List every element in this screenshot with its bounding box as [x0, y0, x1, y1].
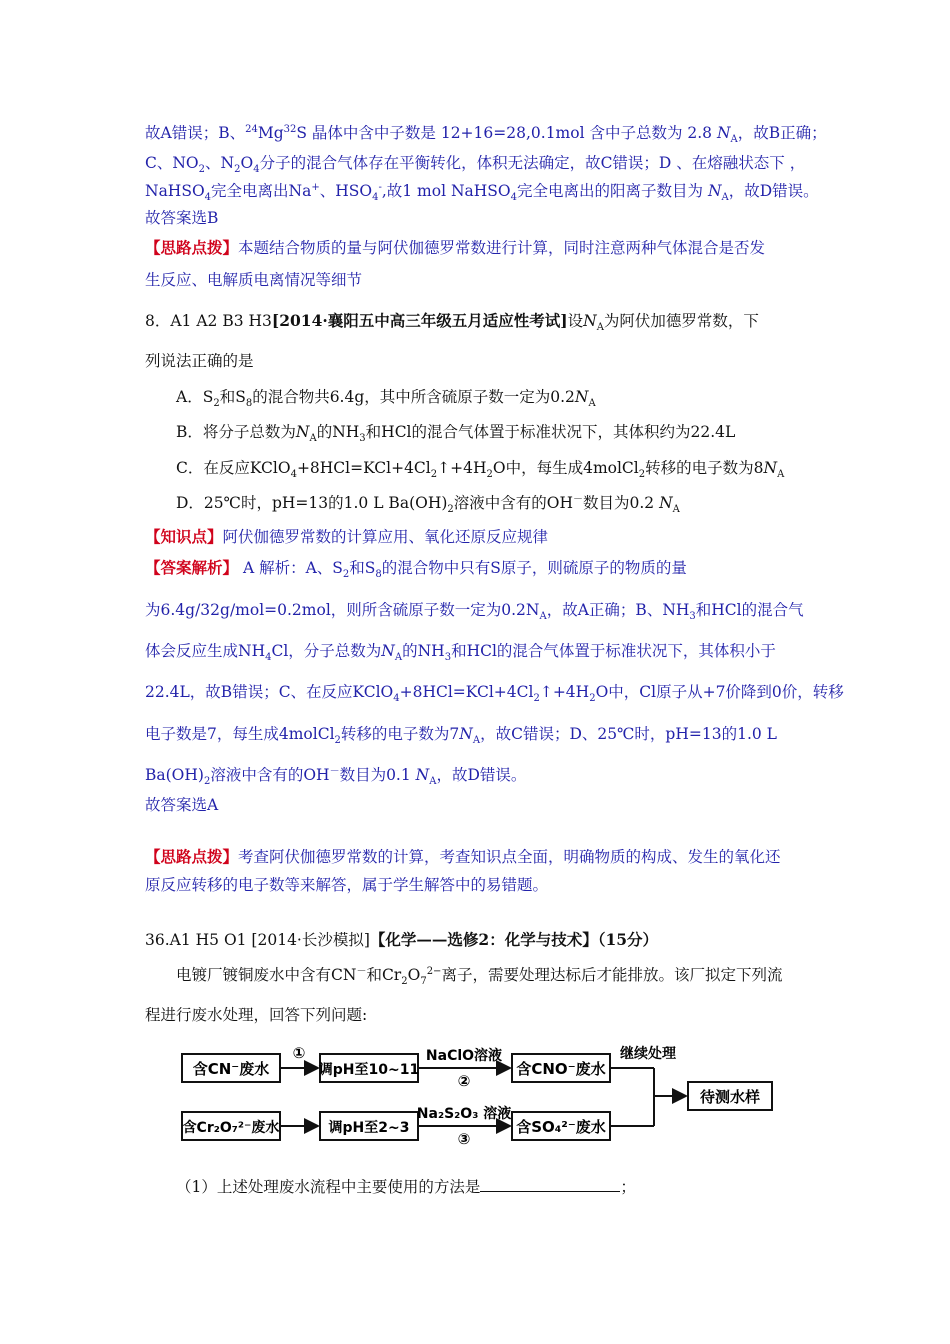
question-36-header: 36.A1 H5 O1 [2014·长沙模拟]【化学——选修2：化学与技术】（15分） [145, 930, 659, 949]
explanation-line-1: 故A错误；B、$^{24}$Mg$^{32}$S 晶体中含中子数是 12+16=28,0.1mol 含中子总数为 2.8 $N_A$，故B正确； [145, 123, 827, 146]
option-a: A．$S_2$和$S_8$的混合物共6.4g，其中所含硫原子数一定为$0.2N_A$ [176, 388, 596, 410]
hint-paragraph-2-cont: 原反应转移的电子数等来解答，属于学生解答中的易错题。 [145, 876, 549, 894]
continue-treatment-label: 继续处理 [620, 1046, 676, 1062]
knowledge-point: 【知识点】阿伏伽德罗常数的计算应用、氧化还原反应规律 [145, 527, 549, 546]
answer-analysis-line-4: 22.4L，故B错误；C、在反应$KClO_4+8HCl=KCl+4Cl_2↑+4H_2O$中，Cl原子从+7价降到0价，转移 [145, 683, 844, 705]
answer-choice-a: 故答案选A [145, 796, 219, 814]
hint-paragraph-1-cont: 生反应、电解质电离情况等细节 [145, 271, 363, 289]
hint-paragraph-1: 【思路点拨】本题结合物质的量与阿伏伽德罗常数进行计算，同时注意两种气体混合是否发 [145, 238, 766, 257]
box-ph-2-3-label: 调pH至2~3 [328, 1120, 410, 1136]
box-cno-label: 含CNO⁻废水 [516, 1060, 606, 1078]
answer-analysis-line-5: 电子数是7，每生成4molCl$_2$转移的电子数为$7N_A$，故C错误；D、25℃时，pH=13的1.0 L [145, 725, 777, 747]
answer-analysis-line-6: $Ba(OH)_2$溶液中含有的OH－数目为0.1 $N_A$，故D错误。 [145, 765, 527, 788]
hint-paragraph-2: 【思路点拨】考查阿伏伽德罗常数的计算，考查知识点全面，明确物质的构成、发生的氧化还 [145, 847, 781, 866]
question-36-paragraph: 电镀厂镀铜废水中含有CN－和$Cr_2O_7^{2-}$离子，需要处理达标后才能排放。该厂拟定下列流 [176, 965, 783, 988]
question-8-line-2: 列说法正确的是 [145, 352, 254, 370]
answer-blank[interactable] [480, 1177, 620, 1192]
question-36-paragraph-cont: 程进行废水处理，回答下列问题: [145, 1006, 368, 1024]
answer-analysis-line-1: 【答案解析】 A 解析：A、$S_2$和$S_8$的混合物中只有S原子，则硫原子的物质的量 [145, 558, 687, 581]
answer-analysis-line-3: 体会反应生成$NH_4Cl$，分子总数为$N_A$的$NH_3$和HCl的混合气体置于标准状况下，其体积小于 [145, 642, 776, 664]
question-8-header: 8．A1 A2 B3 H3[2014·襄阳五中高三年级五月适应性考试]设$N_A$为阿伏加德罗常数，下 [145, 311, 759, 334]
step-1-label: ① [292, 1044, 306, 1062]
explanation-line-2: C、$NO_2$、$N_2O_4$分子的混合气体存在平衡转化，体积无法确定，故C错误；D 、在熔融状态下 ， [145, 154, 806, 176]
sub-question-1: （1）上述处理废水流程中主要使用的方法是 ； [176, 1178, 636, 1196]
explanation-line-3: NaHSO$_4$完全电离出Na+、$HSO_4^-$,故1 mol NaHSO$_4$完全电离出的阳离子数目为 $N_A$，故D错误。 [145, 181, 819, 204]
step-2-label: ② [457, 1072, 471, 1090]
reagent-na2s2o3-label: Na₂S₂O₃ 溶液 [416, 1106, 512, 1122]
box-ph-10-11-label: 调pH至10~11 [318, 1062, 420, 1078]
box-test-sample-label: 待测水样 [699, 1088, 761, 1106]
answer-choice-b: 故答案选B [145, 209, 219, 227]
box-cn-label: 含CN⁻废水 [192, 1060, 270, 1078]
option-d: D．25℃时，pH=13的1.0 L $Ba(OH)_2$溶液中含有的OH－数目为0.2 $N_A$ [176, 493, 680, 516]
option-c: C．在反应$KClO_4+8HCl=KCl+4Cl_2↑+4H_2O$中，每生成4molCl$_2$转移的电子数为$8N_A$ [176, 459, 785, 481]
box-so4-label: 含SO₄²⁻废水 [516, 1118, 606, 1136]
step-3-label: ③ [457, 1130, 471, 1148]
wastewater-flow-diagram [170, 1040, 790, 1150]
option-b: B．将分子总数为$N_A$的$NH_3$和HCl的混合气体置于标准状况下，其体积约为22.4L [176, 423, 736, 445]
reagent-naclo-label: NaClO溶液 [425, 1048, 503, 1064]
answer-analysis-line-2: 为6.4g/32g/mol=0.2mol，则所含硫原子数一定为$0.2N_A$，故A正确；B、$NH_3$和HCl的混合气 [145, 601, 804, 623]
box-cr2o7-label: 含Cr₂O₇²⁻废水 [182, 1120, 280, 1136]
